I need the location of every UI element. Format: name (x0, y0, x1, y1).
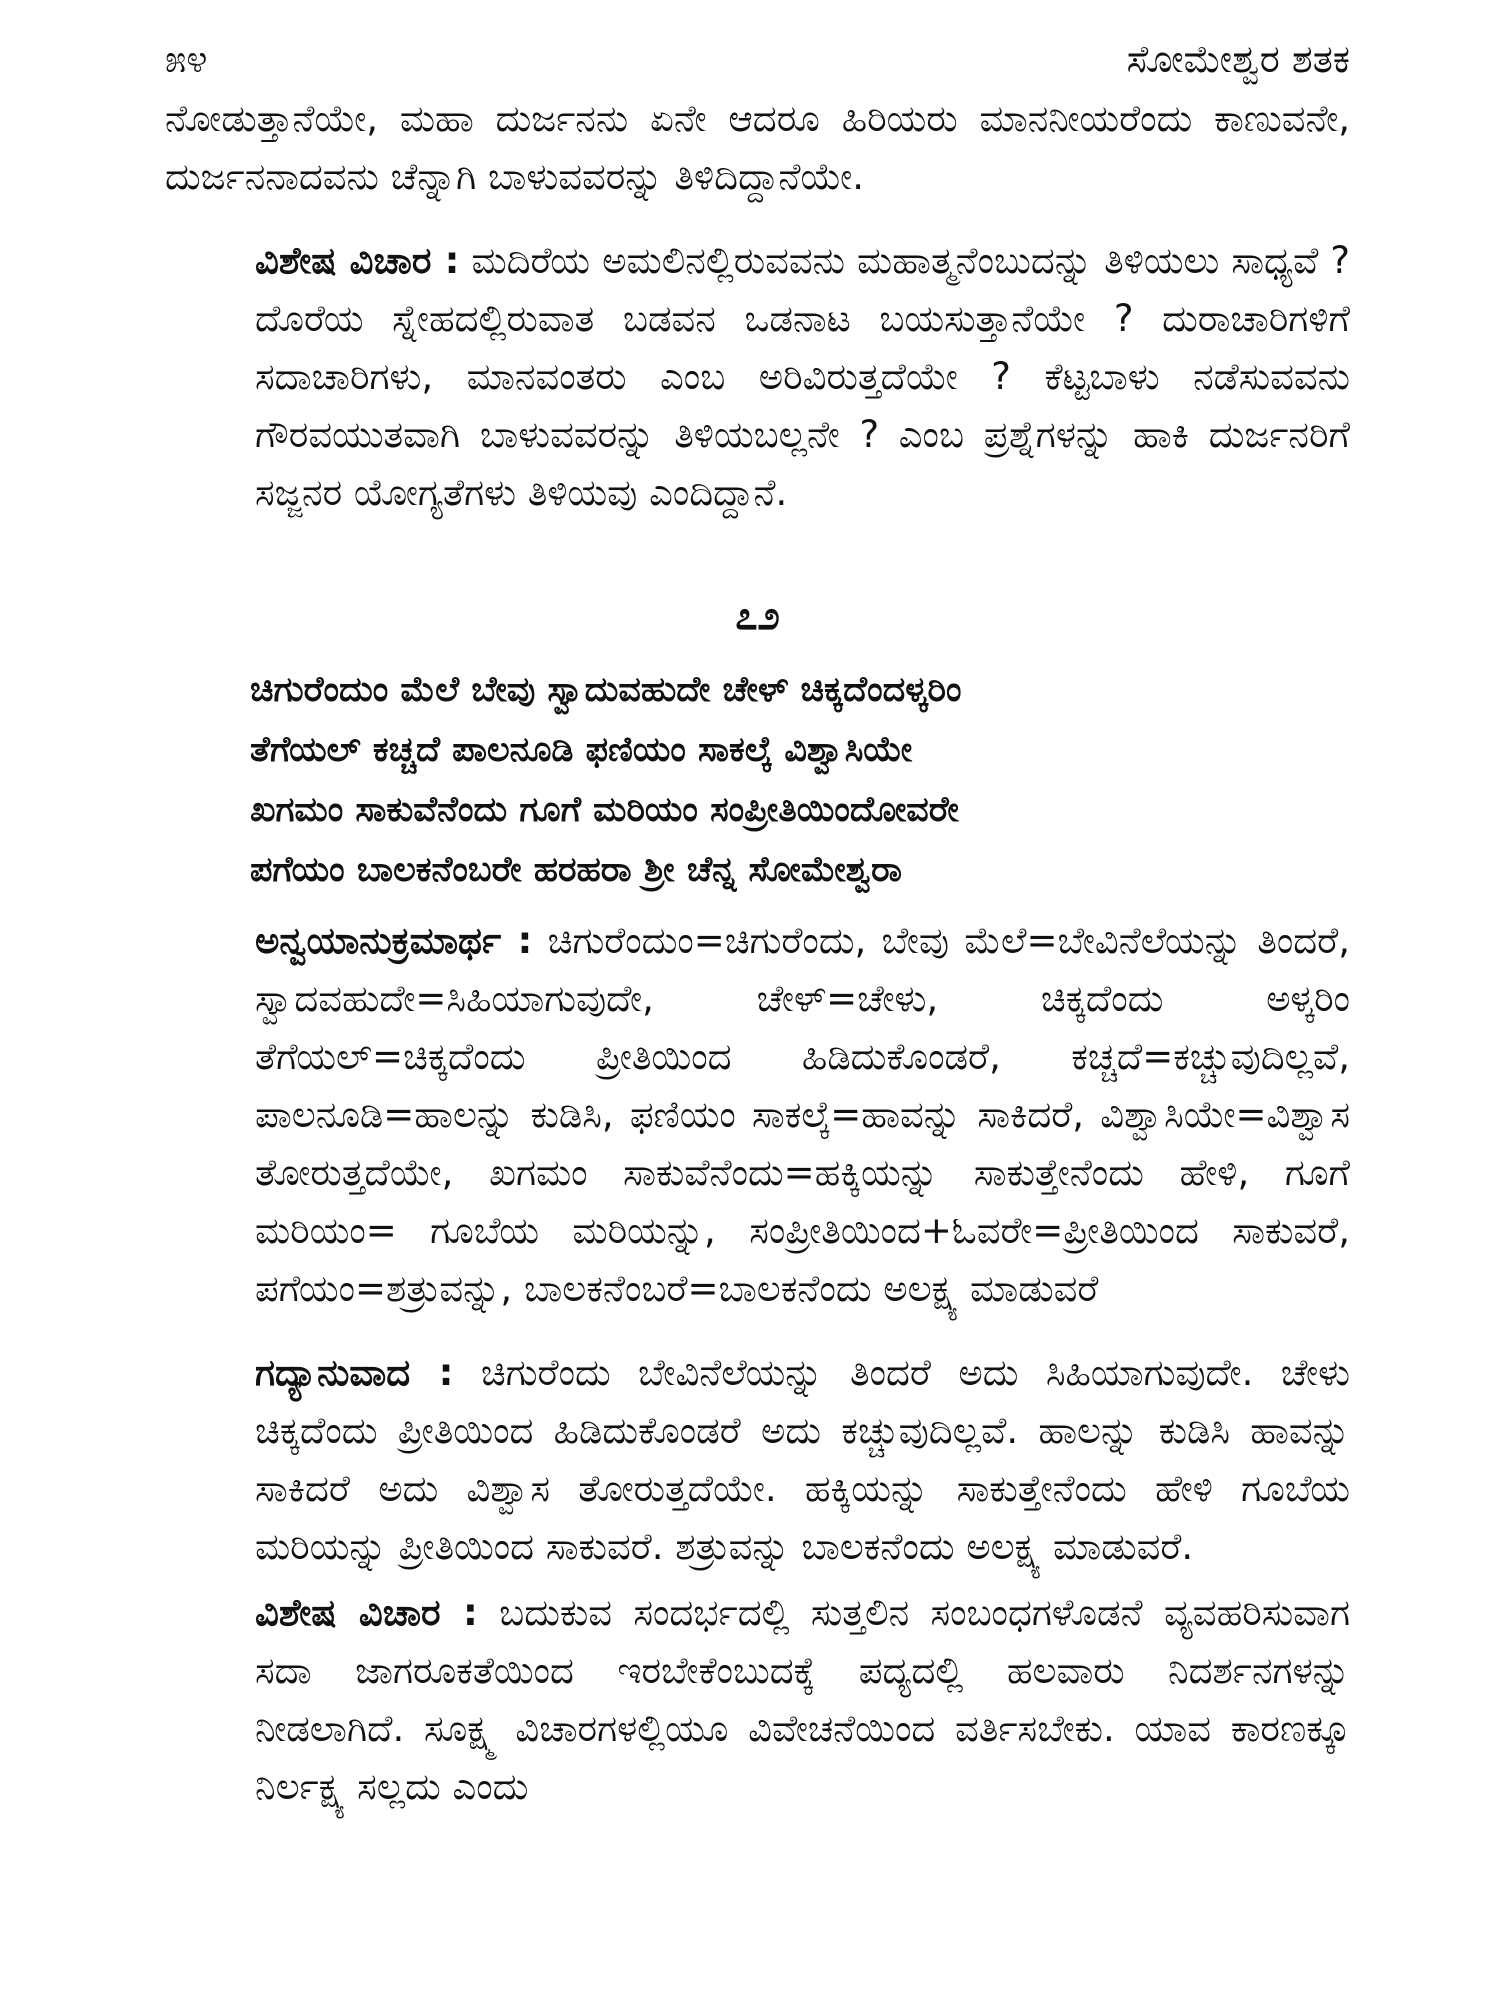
special-note-paragraph-1 (165, 232, 1350, 522)
prose-translation-label: ಗದ್ಯಾನುವಾದ : (255, 1351, 454, 1394)
special-note-label: ವಿಶೇಷ ವಿಚಾರ : (255, 1591, 478, 1634)
special-note-text: ಮದಿರೆಯ ಅಮಲಿನಲ್ಲಿರುವವನು ಮಹಾತ್ಮನೆಂಬುದನ್ನು ತಿಳಿಯಲು ಸಾಧ್ಯವೆ ? ದೊರೆಯ ಸ್ನೇಹದಲ್ಲಿರುವಾತ ಬಡವನ ಒಡನಾಟ ಬಯಸುತ್ತಾನೆಯೇ ? ದುರಾಚಾರಿಗಳಿಗೆ ಸದಾಚಾರಿಗಳು, ಮಾನವಂತರು ಎಂಬ ಅರಿವಿರುತ್ತದೆಯೇ ? ಕೆಟ್ಟಬಾಳು ನಡೆಸುವವನು ಗೌರವಯುತವಾಗಿ ಬಾಳುವವರನ್ನು ತಿಳಿಯಬಲ್ಲನೇ ? ಎಂಬ ಪ್ರಶ್ನೆಗಳನ್ನು ಹಾಕಿ ದುರ್ಜನರಿಗೆ ಸಜ್ಜನರ ಯೋಗ್ಯತೆಗಳು ತಿಳಿಯವು ಎಂದಿದ್ದಾನೆ. (255, 239, 1350, 514)
page-header (165, 34, 1350, 90)
word-meaning-text: ಚಿಗುರೆಂದುಂ=ಚಿಗುರೆಂದು, ಬೇವು ಮೆಲೆ=ಬೇವಿನೆಲೆಯನ್ನು ತಿಂದರೆ, ಸ್ವಾದವಹುದೇ=ಸಿಹಿಯಾಗುವುದೇ, ಚೇಳ್=ಚೇಳು, ಚಿಕ್ಕದೆಂದು ಅಳ್ಕರಿಂ ತೆಗೆಯಲ್=ಚಿಕ್ಕದೆಂದು ಪ್ರೀತಿಯಿಂದ ಹಿಡಿದುಕೊಂಡರೆ, ಕಚ್ಚದೆ=ಕಚ್ಚುವುದಿಲ್ಲವೆ, ಪಾಲನೂಡಿ=ಹಾಲನ್ನು ಕುಡಿಸಿ, ಫಣಿಯಂ ಸಾಕಲ್ಕೆ=ಹಾವನ್ನು ಸಾಕಿದರೆ, ವಿಶ್ವಾಸಿಯೇ=ವಿಶ್ವಾಸ ತೋರುತ್ತದೆಯೇ, ಖಗಮಂ ಸಾಕುವೆನೆಂದು=ಹಕ್ಕಿಯನ್ನು ಸಾಕುತ್ತೇನೆಂದು ಹೇಳಿ, ಗೂಗೆ ಮರಿಯಂ= ಗೂಬೆಯ ಮರಿಯನ್ನು, ಸಂಪ್ರೀತಿಯಿಂದ+ಓವರೇ=ಪ್ರೀತಿಯಿಂದ ಸಾಕುವರೆ, ಪಗೆಯಂ=ಶತ್ರುವನ್ನು, ಬಾಲಕನೆಂಬರೆ=ಬಾಲಕನೆಂದು ಅಲಕ್ಷ್ಯ ಮಾಡುವರೆ (255, 919, 1350, 1310)
verse-line: ಚಿಗುರೆಂದುಂ ಮೆಲೆ ಬೇವು ಸ್ವಾದುವಹುದೇ ಚೇಳ್ ಚಿಕ್ಕದೆಂದಳ್ಕರಿಂ (250, 670, 962, 710)
special-note-label: ವಿಶೇಷ ವಿಚಾರ : (255, 239, 460, 282)
verse-line: ಪಗೆಯಂ ಬಾಲಕನೆಂಬರೇ ಹರಹರಾ ಶ್ರೀ ಚೆನ್ನ ಸೋಮೇಶ್ವರಾ (250, 850, 902, 890)
page-number: ೫೪ (165, 37, 208, 81)
word-meaning-paragraph (165, 912, 1350, 1318)
verse-number: ೭೨ (735, 593, 780, 639)
verse-line: ತೆಗೆಯಲ್ ಕಚ್ಚದೆ ಪಾಲನೂಡಿ ಫಣಿಯಂ ಸಾಕಲ್ಕೆ ವಿಶ್ವಾಸಿಯೇ (250, 730, 913, 770)
running-title: ಸೋಮೇಶ್ವರ ಶತಕ (1126, 37, 1350, 81)
prose-translation-text: ಚಿಗುರೆಂದು ಬೇವಿನೆಲೆಯನ್ನು ತಿಂದರೆ ಅದು ಸಿಹಿಯಾಗುವುದೇ. ಚೇಳು ಚಿಕ್ಕದೆಂದು ಪ್ರೀತಿಯಿಂದ ಹಿಡಿದುಕೊಂಡರೆ ಅದು ಕಚ್ಚುವುದಿಲ್ಲವೆ. ಹಾಲನ್ನು ಕುಡಿಸಿ ಹಾವನ್ನು ಸಾಕಿದರೆ ಅದು ವಿಶ್ವಾಸ ತೋರುತ್ತದೆಯೇ. ಹಕ್ಕಿಯನ್ನು ಸಾಕುತ್ತೇನೆಂದು ಹೇಳಿ ಗೂಬೆಯ ಮರಿಯನ್ನು ಪ್ರೀತಿಯಿಂದ ಸಾಕುವರೆ. ಶತ್ರುವನ್ನು ಬಾಲಕನೆಂದು ಅಲಕ್ಷ್ಯ ಮಾಡುವರೆ. (255, 1351, 1350, 1568)
prose-translation-paragraph (165, 1344, 1350, 1576)
book-page (165, 34, 1350, 1974)
verse-line: ಖಗಮಂ ಸಾಕುವೆನೆಂದು ಗೂಗೆ ಮರಿಯಂ ಸಂಪ್ರೀತಿಯಿಂದೋವರೇ (250, 790, 959, 830)
continuation-paragraph: ನೋಡುತ್ತಾನೆಯೇ, ಮಹಾ ದುರ್ಜನನು ಏನೇ ಆದರೂ ಹಿರಿಯರು ಮಾನನೀಯರೆಂದು ಕಾಣುವನೇ, ದುರ್ಜನನಾದವನು ಚೆನ್ನಾಗಿ ಬಾಳುವವರನ್ನು ತಿಳಿದಿದ್ದಾನೆಯೇ. (165, 97, 1350, 198)
word-meaning-label: ಅನ್ವಯಾನುಕ್ರಮಾರ್ಥ : (255, 919, 533, 962)
verse-block (250, 660, 1350, 900)
special-note-text: ಬದುಕುವ ಸಂದರ್ಭದಲ್ಲಿ ಸುತ್ತಲಿನ ಸಂಬಂಧಗಳೊಡನೆ ವ್ಯವಹರಿಸುವಾಗ ಸದಾ ಜಾಗರೂಕತೆಯಿಂದ ಇರಬೇಕೆಂಬುದಕ್ಕೆ ಪದ್ಯದಲ್ಲಿ ಹಲವಾರು ನಿದರ್ಶನಗಳನ್ನು ನೀಡಲಾಗಿದೆ. ಸೂಕ್ಷ್ಮ ವಿಚಾರಗಳಲ್ಲಿಯೂ ವಿವೇಚನೆಯಿಂದ ವರ್ತಿಸಬೇಕು. ಯಾವ ಕಾರಣಕ್ಕೂ ನಿರ್ಲಕ್ಷ್ಯ ಸಲ್ಲದು ಎಂದು (255, 1591, 1350, 1808)
special-note-paragraph-2 (165, 1584, 1350, 1816)
